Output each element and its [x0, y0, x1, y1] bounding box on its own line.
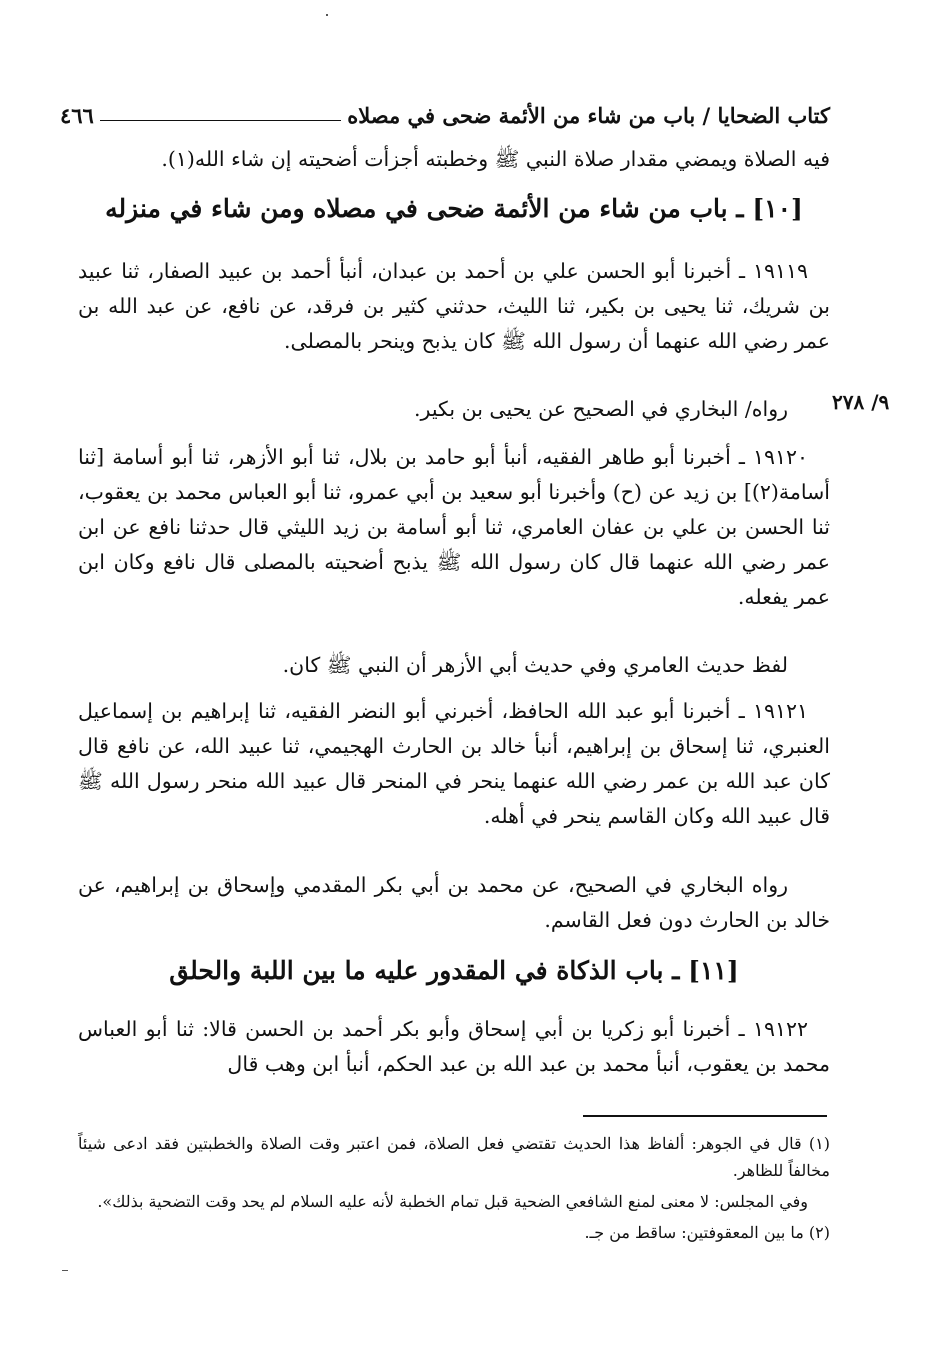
running-header: [60, 92, 830, 128]
narration-note: رواه البخاري في الصحيح، عن محمد بن أبي بكر المقدمي وإسحاق بن إبراهيم، عن خالد بن الحارث دون فعل القاسم.: [78, 873, 830, 932]
page-number: ٤٦٦: [60, 103, 94, 128]
footnote-1: (١) قال في الجوهر: ألفاظ هذا الحديث تقتضي فعل الصلاة، فمن اعتبر وقت الصلاة والخطبتين فقد ادعى شيئاً مخالفاً للظاهر.: [78, 1134, 830, 1180]
narration-note: لفظ حديث العامري وفي حديث أبي الأزهر أن النبي ﷺ كان.: [282, 653, 788, 677]
footnote-1-continued: وفي المجلس: لا معنى لمنع الشافعي الضحية قبل تمام الخطبة لأنه عليه السلام لم يحد وقت التضحية بذلك».: [97, 1192, 808, 1211]
hadith-19121-note: [78, 868, 830, 938]
margin-reference: ٩/ ٢٧٨: [832, 390, 890, 414]
chapter-heading-10: [١٠] ـ باب من شاء من الأئمة ضحى في مصلاه ومن شاء في منزله: [105, 194, 803, 223]
footnote-2: (٢) ما بين المعقوفتين: ساقط من جـ.: [584, 1223, 830, 1242]
running-header-title: كتاب الضحايا / باب من شاء من الأئمة ضحى في مصلاه: [347, 103, 830, 128]
scan-speck: [62, 1270, 68, 1271]
hadith-text: ١٩١٢٠ ـ أخبرنا أبو طاهر الفقيه، أنبأ أبو حامد بن بلال، ثنا أبو الأزهر، ثنا أبو أسامة [ثنا أسامة(٢)] بن زيد عن (ح) وأخبرنا أبو سعيد بن أبي عمرو، ثنا أبو العباس محمد بن يعقوب، ثنا الحسن بن علي بن عفان العامري، ثنا أبو أسامة بن زيد الليثي قال حدثنا نافع عن ابن عمر رضي الله عنهما قال كان رسول الله ﷺ يذبح أضحيته بالمصلى قال نافع وكان ابن عمر يفعله.: [78, 445, 830, 609]
hadith-19119: [78, 254, 830, 359]
hadith-19120: [78, 440, 830, 615]
running-header-rule: [100, 120, 341, 121]
scan-speck: [326, 14, 328, 16]
paragraph: فيه الصلاة ويمضي مقدار صلاة النبي ﷺ وخطبته أجزأت أضحيته إن شاء الله(١).: [161, 147, 830, 171]
hadith-19119-note: [78, 392, 830, 427]
hadith-text: ١٩١١٩ ـ أخبرنا أبو الحسن علي بن أحمد بن عبدان، أنبأ أحمد بن عبيد الصفار، ثنا عبيد بن شريك، ثنا يحيى بن بكير، ثنا الليث، حدثني كثير بن فرقد، عن نافع، عن عبد الله بن عمر رضي الله عنهما أن رسول الله ﷺ كان يذبح وينحر بالمصلى.: [78, 259, 830, 353]
hadith-19120-note: [78, 648, 830, 683]
hadith-text: ١٩١٢٢ ـ أخبرنا أبو زكريا بن أبي إسحاق وأبو بكر أحمد بن الحسن قالا: ثنا أبو العباس محمد بن يعقوب، أنبأ محمد بن عبد الله بن عبد الحكم، أنبأ ابن وهب قال: [78, 1017, 830, 1076]
footnote-separator: [583, 1115, 827, 1117]
chapter-heading-11: [١١] ـ باب الذكاة في المقدور عليه ما بين اللبة والحلق: [169, 956, 739, 985]
footnotes: [78, 1130, 830, 1250]
hadith-19121: [78, 694, 830, 834]
hadith-19122: [78, 1012, 830, 1082]
narration-note: رواه/ البخاري في الصحيح عن يحيى بن بكير.: [414, 397, 788, 421]
hadith-text: ١٩١٢١ ـ أخبرنا أبو عبد الله الحافظ، أخبرني أبو النضر الفقيه، ثنا إبراهيم بن إسماعيل العنبري، ثنا إسحاق بن إبراهيم، أنبأ خالد بن الحارث الهجيمي، ثنا عبيد الله، عن نافع قال كان عبد الله بن عمر رضي الله عنهما ينحر في المنحر قال عبيد الله منحر رسول الله ﷺ قال عبيد الله وكان القاسم ينحر في أهله.: [78, 699, 830, 828]
paragraph-continuation: [78, 142, 830, 177]
